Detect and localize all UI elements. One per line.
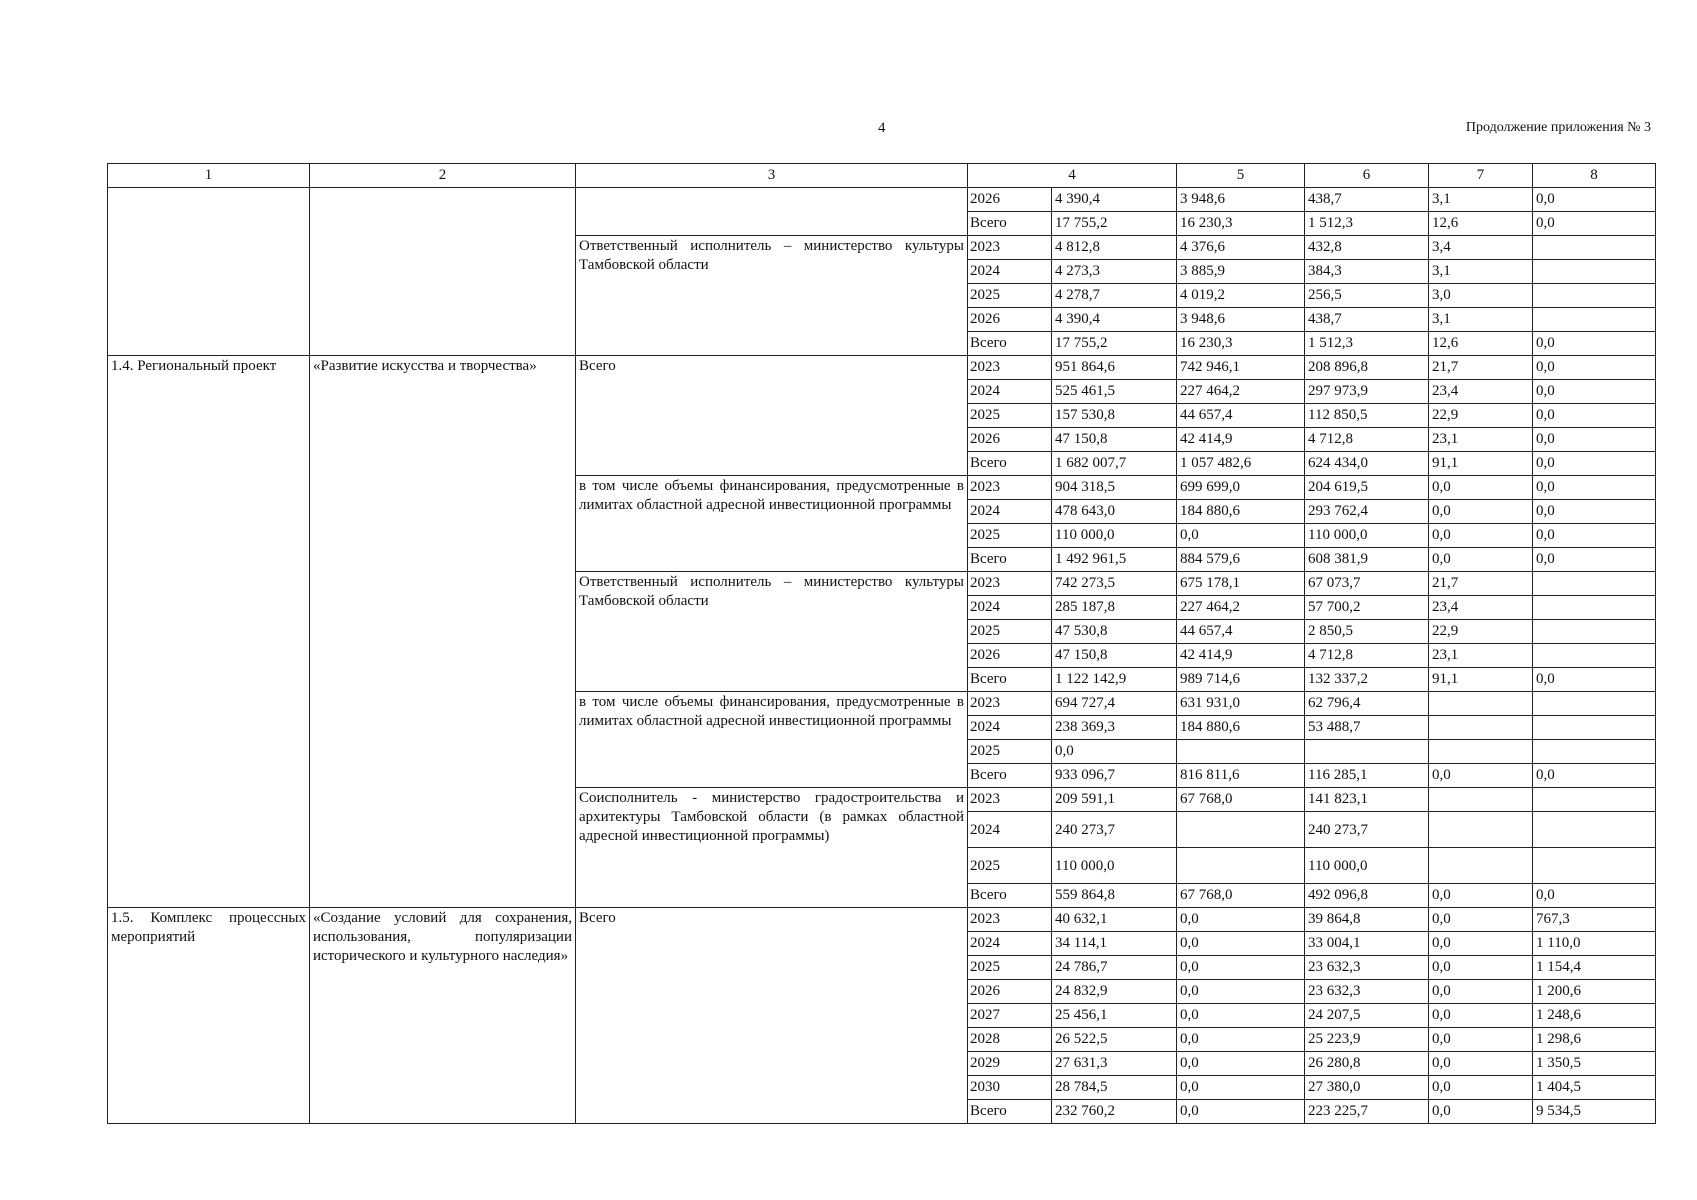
local-amount: 22,9 <box>1429 404 1533 428</box>
total-amount: 17 755,2 <box>1052 332 1177 356</box>
regional-amount: 240 273,7 <box>1305 812 1429 848</box>
year-cell: 2023 <box>968 236 1052 260</box>
column-header-1: 1 <box>108 164 310 188</box>
table-row <box>108 908 1656 932</box>
year-cell: 2026 <box>968 980 1052 1004</box>
regional-amount: 492 096,8 <box>1305 884 1429 908</box>
year-cell: Всего <box>968 548 1052 572</box>
column-header-3: 3 <box>576 164 968 188</box>
local-amount: 3,1 <box>1429 308 1533 332</box>
year-cell: 2024 <box>968 596 1052 620</box>
total-amount: 694 727,4 <box>1052 692 1177 716</box>
year-cell: 2024 <box>968 716 1052 740</box>
federal-amount: 16 230,3 <box>1177 332 1305 356</box>
regional-amount: 57 700,2 <box>1305 596 1429 620</box>
group-label: Соисполнитель - министерство градостроительства и архитектуры Тамбовской области (в рамках областной адресной инвестиционной программы) <box>576 788 968 908</box>
regional-amount: 4 712,8 <box>1305 644 1429 668</box>
regional-amount: 624 434,0 <box>1305 452 1429 476</box>
year-cell: 2023 <box>968 908 1052 932</box>
table-body <box>108 188 1656 1124</box>
year-cell: Всего <box>968 332 1052 356</box>
local-amount: 21,7 <box>1429 356 1533 380</box>
total-amount: 34 114,1 <box>1052 932 1177 956</box>
year-cell: 2023 <box>968 476 1052 500</box>
federal-amount: 3 885,9 <box>1177 260 1305 284</box>
regional-amount: 432,8 <box>1305 236 1429 260</box>
year-cell: 2025 <box>968 284 1052 308</box>
local-amount: 0,0 <box>1429 1076 1533 1100</box>
local-amount: 0,0 <box>1429 908 1533 932</box>
group-label: Ответственный исполнитель – министерство культуры Тамбовской области <box>576 572 968 692</box>
other-amount <box>1533 716 1656 740</box>
regional-amount: 116 285,1 <box>1305 764 1429 788</box>
local-amount: 3,1 <box>1429 260 1533 284</box>
year-cell: 2024 <box>968 932 1052 956</box>
federal-amount <box>1177 812 1305 848</box>
year-cell: 2025 <box>968 848 1052 884</box>
other-amount: 0,0 <box>1533 500 1656 524</box>
year-cell: 2025 <box>968 740 1052 764</box>
total-amount: 4 278,7 <box>1052 284 1177 308</box>
regional-amount: 132 337,2 <box>1305 668 1429 692</box>
year-cell: 2024 <box>968 380 1052 404</box>
other-amount: 1 298,6 <box>1533 1028 1656 1052</box>
year-cell: 2028 <box>968 1028 1052 1052</box>
program-name-cell: «Развитие искусства и творчества» <box>310 356 576 908</box>
regional-amount: 23 632,3 <box>1305 956 1429 980</box>
local-amount: 0,0 <box>1429 1052 1533 1076</box>
year-cell: 2025 <box>968 956 1052 980</box>
federal-amount: 816 811,6 <box>1177 764 1305 788</box>
total-amount: 47 530,8 <box>1052 620 1177 644</box>
year-cell: 2029 <box>968 1052 1052 1076</box>
local-amount: 23,4 <box>1429 596 1533 620</box>
local-amount: 0,0 <box>1429 476 1533 500</box>
federal-amount: 67 768,0 <box>1177 788 1305 812</box>
other-amount <box>1533 788 1656 812</box>
total-amount: 47 150,8 <box>1052 644 1177 668</box>
group-label-empty <box>576 188 968 236</box>
total-amount: 27 631,3 <box>1052 1052 1177 1076</box>
federal-amount: 0,0 <box>1177 908 1305 932</box>
group-label: в том числе объемы финансирования, предусмотренные в лимитах областной адресной инвестиционной программы <box>576 692 968 788</box>
local-amount: 23,1 <box>1429 644 1533 668</box>
other-amount <box>1533 692 1656 716</box>
group-label: в том числе объемы финансирования, предусмотренные в лимитах областной адресной инвестиционной программы <box>576 476 968 572</box>
local-amount: 22,9 <box>1429 620 1533 644</box>
federal-amount: 0,0 <box>1177 980 1305 1004</box>
total-amount: 25 456,1 <box>1052 1004 1177 1028</box>
other-amount: 0,0 <box>1533 452 1656 476</box>
regional-amount: 112 850,5 <box>1305 404 1429 428</box>
regional-amount: 384,3 <box>1305 260 1429 284</box>
federal-amount: 4 376,6 <box>1177 236 1305 260</box>
other-amount <box>1533 308 1656 332</box>
total-amount: 47 150,8 <box>1052 428 1177 452</box>
federal-amount: 0,0 <box>1177 932 1305 956</box>
other-amount: 0,0 <box>1533 332 1656 356</box>
column-header-2: 2 <box>310 164 576 188</box>
local-amount: 0,0 <box>1429 764 1533 788</box>
total-amount: 4 390,4 <box>1052 308 1177 332</box>
other-amount: 0,0 <box>1533 524 1656 548</box>
total-amount: 4 390,4 <box>1052 188 1177 212</box>
local-amount <box>1429 692 1533 716</box>
total-amount: 525 461,5 <box>1052 380 1177 404</box>
local-amount: 0,0 <box>1429 1004 1533 1028</box>
total-amount: 478 643,0 <box>1052 500 1177 524</box>
other-amount: 1 200,6 <box>1533 980 1656 1004</box>
program-number-cell: 1.5. Комплекс процессных мероприятий <box>108 908 310 1124</box>
local-amount: 0,0 <box>1429 956 1533 980</box>
column-header-6: 6 <box>1305 164 1429 188</box>
regional-amount: 27 380,0 <box>1305 1076 1429 1100</box>
total-amount: 742 273,5 <box>1052 572 1177 596</box>
regional-amount: 110 000,0 <box>1305 848 1429 884</box>
regional-amount <box>1305 740 1429 764</box>
federal-amount: 0,0 <box>1177 1100 1305 1124</box>
other-amount <box>1533 812 1656 848</box>
program-number-cell: 1.4. Региональный проект <box>108 356 310 908</box>
regional-amount: 26 280,8 <box>1305 1052 1429 1076</box>
total-amount: 285 187,8 <box>1052 596 1177 620</box>
year-cell: 2024 <box>968 500 1052 524</box>
program-name-cell: «Создание условий для сохранения, использования, популяризации исторического и культурного наследия» <box>310 908 576 1124</box>
year-cell: 2030 <box>968 1076 1052 1100</box>
federal-amount: 0,0 <box>1177 956 1305 980</box>
other-amount <box>1533 644 1656 668</box>
local-amount: 0,0 <box>1429 500 1533 524</box>
year-cell: 2025 <box>968 524 1052 548</box>
total-amount: 240 273,7 <box>1052 812 1177 848</box>
group-label: Ответственный исполнитель – министерство культуры Тамбовской области <box>576 236 968 356</box>
federal-amount: 699 699,0 <box>1177 476 1305 500</box>
federal-amount <box>1177 740 1305 764</box>
total-amount: 0,0 <box>1052 740 1177 764</box>
other-amount: 0,0 <box>1533 476 1656 500</box>
federal-amount: 0,0 <box>1177 1052 1305 1076</box>
federal-amount: 67 768,0 <box>1177 884 1305 908</box>
federal-amount: 989 714,6 <box>1177 668 1305 692</box>
total-amount: 951 864,6 <box>1052 356 1177 380</box>
year-cell: 2026 <box>968 644 1052 668</box>
other-amount <box>1533 620 1656 644</box>
year-cell: 2024 <box>968 812 1052 848</box>
federal-amount: 16 230,3 <box>1177 212 1305 236</box>
regional-amount: 1 512,3 <box>1305 212 1429 236</box>
year-cell: 2026 <box>968 188 1052 212</box>
other-amount: 0,0 <box>1533 404 1656 428</box>
federal-amount: 44 657,4 <box>1177 620 1305 644</box>
regional-amount: 110 000,0 <box>1305 524 1429 548</box>
table-header <box>108 164 1656 188</box>
local-amount: 0,0 <box>1429 884 1533 908</box>
federal-amount: 3 948,6 <box>1177 308 1305 332</box>
other-amount: 1 248,6 <box>1533 1004 1656 1028</box>
other-amount: 0,0 <box>1533 188 1656 212</box>
year-cell: 2023 <box>968 692 1052 716</box>
other-amount: 1 154,4 <box>1533 956 1656 980</box>
total-amount: 1 682 007,7 <box>1052 452 1177 476</box>
regional-amount: 62 796,4 <box>1305 692 1429 716</box>
regional-amount: 141 823,1 <box>1305 788 1429 812</box>
other-amount: 767,3 <box>1533 908 1656 932</box>
regional-amount: 25 223,9 <box>1305 1028 1429 1052</box>
page-number: 4 <box>878 120 886 136</box>
total-amount: 28 784,5 <box>1052 1076 1177 1100</box>
total-amount: 1 122 142,9 <box>1052 668 1177 692</box>
total-amount: 232 760,2 <box>1052 1100 1177 1124</box>
other-amount: 0,0 <box>1533 884 1656 908</box>
other-amount <box>1533 284 1656 308</box>
other-amount: 1 404,5 <box>1533 1076 1656 1100</box>
column-header-8: 8 <box>1533 164 1656 188</box>
other-amount <box>1533 740 1656 764</box>
regional-amount: 608 381,9 <box>1305 548 1429 572</box>
total-amount: 209 591,1 <box>1052 788 1177 812</box>
local-amount: 21,7 <box>1429 572 1533 596</box>
local-amount: 12,6 <box>1429 212 1533 236</box>
year-cell: 2027 <box>968 1004 1052 1028</box>
local-amount: 0,0 <box>1429 980 1533 1004</box>
year-cell: Всего <box>968 452 1052 476</box>
federal-amount: 42 414,9 <box>1177 428 1305 452</box>
total-amount: 933 096,7 <box>1052 764 1177 788</box>
other-amount: 0,0 <box>1533 428 1656 452</box>
regional-amount: 208 896,8 <box>1305 356 1429 380</box>
total-amount: 4 812,8 <box>1052 236 1177 260</box>
group-label: Всего <box>576 356 968 476</box>
other-amount: 0,0 <box>1533 356 1656 380</box>
regional-amount: 4 712,8 <box>1305 428 1429 452</box>
column-header-7: 7 <box>1429 164 1533 188</box>
total-amount: 238 369,3 <box>1052 716 1177 740</box>
year-cell: 2023 <box>968 356 1052 380</box>
total-amount: 24 786,7 <box>1052 956 1177 980</box>
column-header-4: 4 <box>968 164 1177 188</box>
regional-amount: 33 004,1 <box>1305 932 1429 956</box>
federal-amount: 1 057 482,6 <box>1177 452 1305 476</box>
federal-amount <box>1177 848 1305 884</box>
local-amount: 23,4 <box>1429 380 1533 404</box>
local-amount: 91,1 <box>1429 668 1533 692</box>
local-amount: 3,0 <box>1429 284 1533 308</box>
federal-amount: 184 880,6 <box>1177 500 1305 524</box>
other-amount: 0,0 <box>1533 668 1656 692</box>
local-amount: 0,0 <box>1429 524 1533 548</box>
total-amount: 110 000,0 <box>1052 524 1177 548</box>
other-amount: 1 110,0 <box>1533 932 1656 956</box>
year-cell: 2023 <box>968 572 1052 596</box>
regional-amount: 1 512,3 <box>1305 332 1429 356</box>
regional-amount: 2 850,5 <box>1305 620 1429 644</box>
regional-amount: 24 207,5 <box>1305 1004 1429 1028</box>
federal-amount: 0,0 <box>1177 1076 1305 1100</box>
total-amount: 26 522,5 <box>1052 1028 1177 1052</box>
regional-amount: 39 864,8 <box>1305 908 1429 932</box>
total-amount: 1 492 961,5 <box>1052 548 1177 572</box>
year-cell: 2024 <box>968 260 1052 284</box>
other-amount <box>1533 236 1656 260</box>
local-amount <box>1429 848 1533 884</box>
federal-amount: 884 579,6 <box>1177 548 1305 572</box>
local-amount: 3,1 <box>1429 188 1533 212</box>
federal-amount: 0,0 <box>1177 524 1305 548</box>
local-amount: 12,6 <box>1429 332 1533 356</box>
other-amount <box>1533 596 1656 620</box>
regional-amount: 438,7 <box>1305 188 1429 212</box>
year-cell: Всего <box>968 884 1052 908</box>
federal-amount: 227 464,2 <box>1177 380 1305 404</box>
regional-amount: 438,7 <box>1305 308 1429 332</box>
other-amount: 9 534,5 <box>1533 1100 1656 1124</box>
local-amount: 0,0 <box>1429 1100 1533 1124</box>
group-label: Всего <box>576 908 968 1124</box>
local-amount <box>1429 788 1533 812</box>
federal-amount: 3 948,6 <box>1177 188 1305 212</box>
local-amount: 0,0 <box>1429 1028 1533 1052</box>
table-row <box>108 356 1656 380</box>
total-amount: 110 000,0 <box>1052 848 1177 884</box>
federal-amount: 184 880,6 <box>1177 716 1305 740</box>
other-amount <box>1533 572 1656 596</box>
federal-amount: 0,0 <box>1177 1004 1305 1028</box>
financing-table <box>107 163 1656 1124</box>
regional-amount: 223 225,7 <box>1305 1100 1429 1124</box>
local-amount: 23,1 <box>1429 428 1533 452</box>
federal-amount: 4 019,2 <box>1177 284 1305 308</box>
federal-amount: 42 414,9 <box>1177 644 1305 668</box>
regional-amount: 53 488,7 <box>1305 716 1429 740</box>
total-amount: 559 864,8 <box>1052 884 1177 908</box>
local-amount: 0,0 <box>1429 932 1533 956</box>
other-amount <box>1533 260 1656 284</box>
federal-amount: 742 946,1 <box>1177 356 1305 380</box>
year-cell: Всего <box>968 1100 1052 1124</box>
federal-amount: 227 464,2 <box>1177 596 1305 620</box>
column-header-5: 5 <box>1177 164 1305 188</box>
federal-amount: 44 657,4 <box>1177 404 1305 428</box>
total-amount: 904 318,5 <box>1052 476 1177 500</box>
total-amount: 4 273,3 <box>1052 260 1177 284</box>
local-amount <box>1429 740 1533 764</box>
federal-amount: 675 178,1 <box>1177 572 1305 596</box>
other-amount: 0,0 <box>1533 212 1656 236</box>
other-amount: 1 350,5 <box>1533 1052 1656 1076</box>
year-cell: Всего <box>968 212 1052 236</box>
year-cell: 2023 <box>968 788 1052 812</box>
other-amount: 0,0 <box>1533 548 1656 572</box>
regional-amount: 204 619,5 <box>1305 476 1429 500</box>
regional-amount: 256,5 <box>1305 284 1429 308</box>
local-amount <box>1429 716 1533 740</box>
regional-amount: 67 073,7 <box>1305 572 1429 596</box>
total-amount: 40 632,1 <box>1052 908 1177 932</box>
total-amount: 17 755,2 <box>1052 212 1177 236</box>
regional-amount: 297 973,9 <box>1305 380 1429 404</box>
regional-amount: 23 632,3 <box>1305 980 1429 1004</box>
name-cell-empty <box>310 188 576 356</box>
year-cell: 2026 <box>968 308 1052 332</box>
other-amount <box>1533 848 1656 884</box>
year-cell: Всего <box>968 668 1052 692</box>
year-cell: 2025 <box>968 620 1052 644</box>
local-amount: 3,4 <box>1429 236 1533 260</box>
federal-amount: 631 931,0 <box>1177 692 1305 716</box>
local-amount: 0,0 <box>1429 548 1533 572</box>
year-cell: Всего <box>968 764 1052 788</box>
total-amount: 24 832,9 <box>1052 980 1177 1004</box>
total-amount: 157 530,8 <box>1052 404 1177 428</box>
table-row <box>108 188 1656 212</box>
year-cell: 2025 <box>968 404 1052 428</box>
year-cell: 2026 <box>968 428 1052 452</box>
program-cell-empty <box>108 188 310 356</box>
annex-continuation-label: Продолжение приложения № 3 <box>1465 120 1651 135</box>
local-amount <box>1429 812 1533 848</box>
other-amount: 0,0 <box>1533 764 1656 788</box>
federal-amount: 0,0 <box>1177 1028 1305 1052</box>
local-amount: 91,1 <box>1429 452 1533 476</box>
regional-amount: 293 762,4 <box>1305 500 1429 524</box>
other-amount: 0,0 <box>1533 380 1656 404</box>
